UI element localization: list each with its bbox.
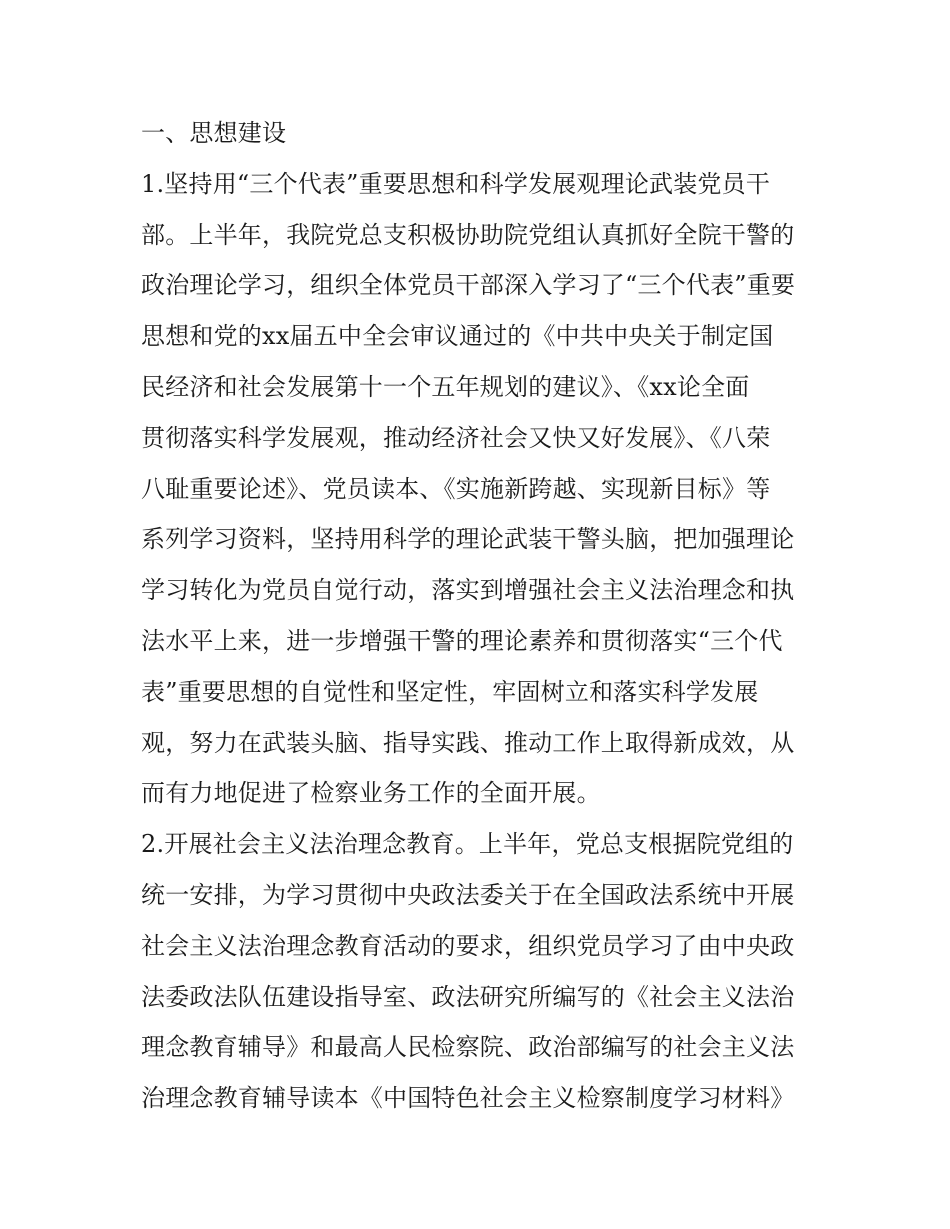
paragraph-1-line: 思想和党的xx届五中全会审议通过的《中共中央关于制定国 — [141, 322, 774, 351]
paragraph-1-line: 政治理论学习，组织全体党员干部深入学习了“三个代表”重要 — [141, 271, 796, 300]
section-heading: 一、思想建设 — [141, 119, 287, 147]
document-body — [141, 108, 821, 1124]
paragraph-1-line: 而有力地促进了检察业务工作的全面开展。 — [141, 779, 601, 808]
paragraph-2-line: 2.开展社会主义法治理念教育。上半年，党总支根据院党组的 — [141, 830, 794, 859]
paragraph-1-line: 法水平上来，进一步增强干警的理论素养和贯彻落实“三个代 — [141, 626, 783, 655]
paragraph-2-line: 法委政法队伍建设指导室、政法研究所编写的《社会主义法治 — [141, 982, 795, 1011]
paragraph-1-line: 民经济和社会发展第十一个五年规划的建议》、《xx论全面 — [141, 372, 750, 401]
paragraph-1-line: 贯彻落实科学发展观，推动经济社会又快又好发展》、《八荣 — [141, 423, 771, 452]
paragraph-2-line: 治理念教育辅导读本《中国特色社会主义检察制度学习材料》 — [141, 1084, 795, 1113]
paragraph-2 — [141, 819, 821, 1124]
paragraph-1 — [141, 159, 821, 819]
paragraph-1-line: 八耻重要论述》、党员读本、《实施新跨越、实现新目标》等 — [141, 474, 771, 503]
paragraph-1-line: 部。上半年，我院党总支积极协助院党组认真抓好全院干警的 — [141, 220, 795, 249]
paragraph-1-line: 观，努力在武装头脑、指导实践、推动工作上取得新成效，从 — [141, 728, 795, 757]
paragraph-1-line: 系列学习资料，坚持用科学的理论武装干警头脑，把加强理论 — [141, 525, 795, 554]
paragraph-2-line: 统一安排，为学习贯彻中央政法委关于在全国政法系统中开展 — [141, 880, 795, 909]
paragraph-1-line: 学习转化为党员自觉行动，落实到增强社会主义法治理念和执 — [141, 576, 795, 605]
paragraph-2-line: 社会主义法治理念教育活动的要求，组织党员学习了由中央政 — [141, 931, 795, 960]
paragraph-1-line: 表”重要思想的自觉性和坚定性，牢固树立和落实科学发展 — [141, 677, 759, 706]
paragraph-2-line: 理念教育辅导》和最高人民检察院、政治部编写的社会主义法 — [141, 1033, 795, 1062]
paragraph-1-line: 1.坚持用“三个代表”重要思想和科学发展观理论武装党员干 — [141, 169, 771, 198]
